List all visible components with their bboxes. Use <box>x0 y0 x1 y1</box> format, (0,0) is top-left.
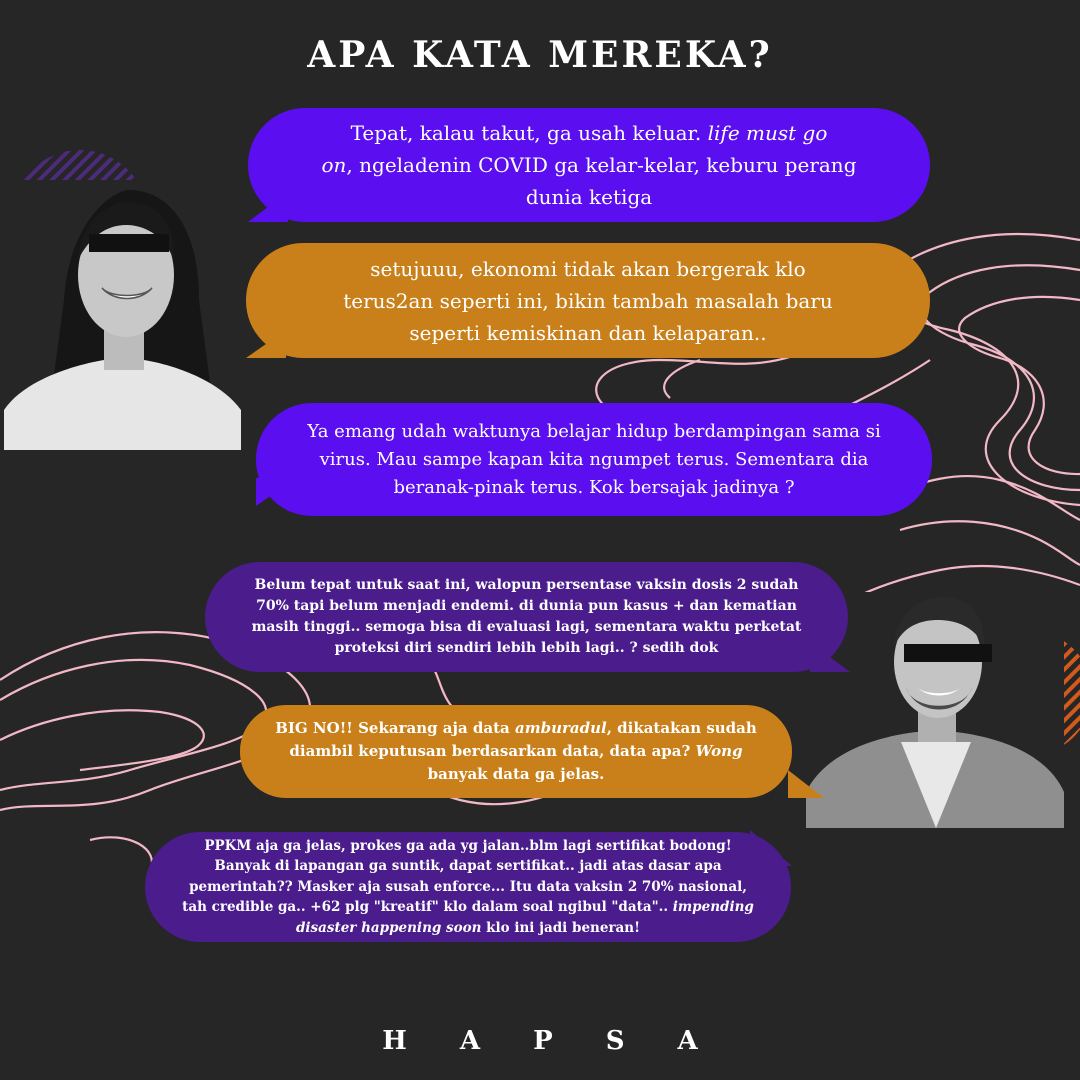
comment-bubble-2 <box>246 243 930 358</box>
woman-photo-icon <box>4 180 241 450</box>
comment-text-2: setujuuu, ekonomi tidak akan bergerak klo terus2an seperti ini, bikin tambah masalah baru seperti kemiskinan dan kelaparan.. <box>343 256 833 345</box>
eye-censor-bar <box>904 644 992 662</box>
page-title: APA KATA MEREKA? <box>307 34 773 76</box>
comment-bubble-1 <box>248 108 930 222</box>
comment-text-3: Ya emang udah waktunya belajar hidup berdampingan sama si virus. Mau sampe kapan kita ngumpet terus. Sementara dia beranak-pinak terus. Kok bersajak jadinya ? <box>307 420 881 498</box>
comment-text-4: Belum tepat untuk saat ini, walopun persentase vaksin dosis 2 sudah 70% tapi belum menjadi endemi. di dunia pun kasus + dan kematian masih tinggi.. semoga bisa di evaluasi lagi, sementara waktu perketat proteksi diri sendiri lebih lebih lagi.. ? sedih dok <box>251 577 802 656</box>
avatar-left <box>4 180 241 450</box>
comment-bubble-3 <box>256 403 932 516</box>
comment-text-1: Tepat, kalau takut, ga usah keluar. life must go on, ngeladenin COVID ga kelar-kelar, keburu perang dunia ketiga <box>321 121 857 209</box>
comment-text-5: BIG NO!! Sekarang aja data amburadul, dikatakan sudah diambil keputusan berdasarkan data, data apa? Wong banyak data ga jelas. <box>275 719 757 783</box>
comment-text-6: PPKM aja ga jelas, prokes ga ada yg jalan..blm lagi sertifikat bodong! Banyak di lapangan ga suntik, dapat sertifikat.. jadi atas dasar apa pemerintah?? Masker aja susah enforce... Itu data vaksin 2 70% nasional, tah credible ga.. +62 plg "kreatif" klo dalam soal ngibul "data".. impending disaster happening soon klo ini jadi beneran! <box>182 837 754 936</box>
eye-censor-bar <box>89 234 169 252</box>
comment-bubble-6 <box>145 832 791 942</box>
bubble-tail <box>788 770 824 798</box>
comment-bubble-5 <box>240 705 792 798</box>
comment-bubble-4 <box>205 562 848 672</box>
brand-footer: H A P S A <box>382 1026 720 1056</box>
